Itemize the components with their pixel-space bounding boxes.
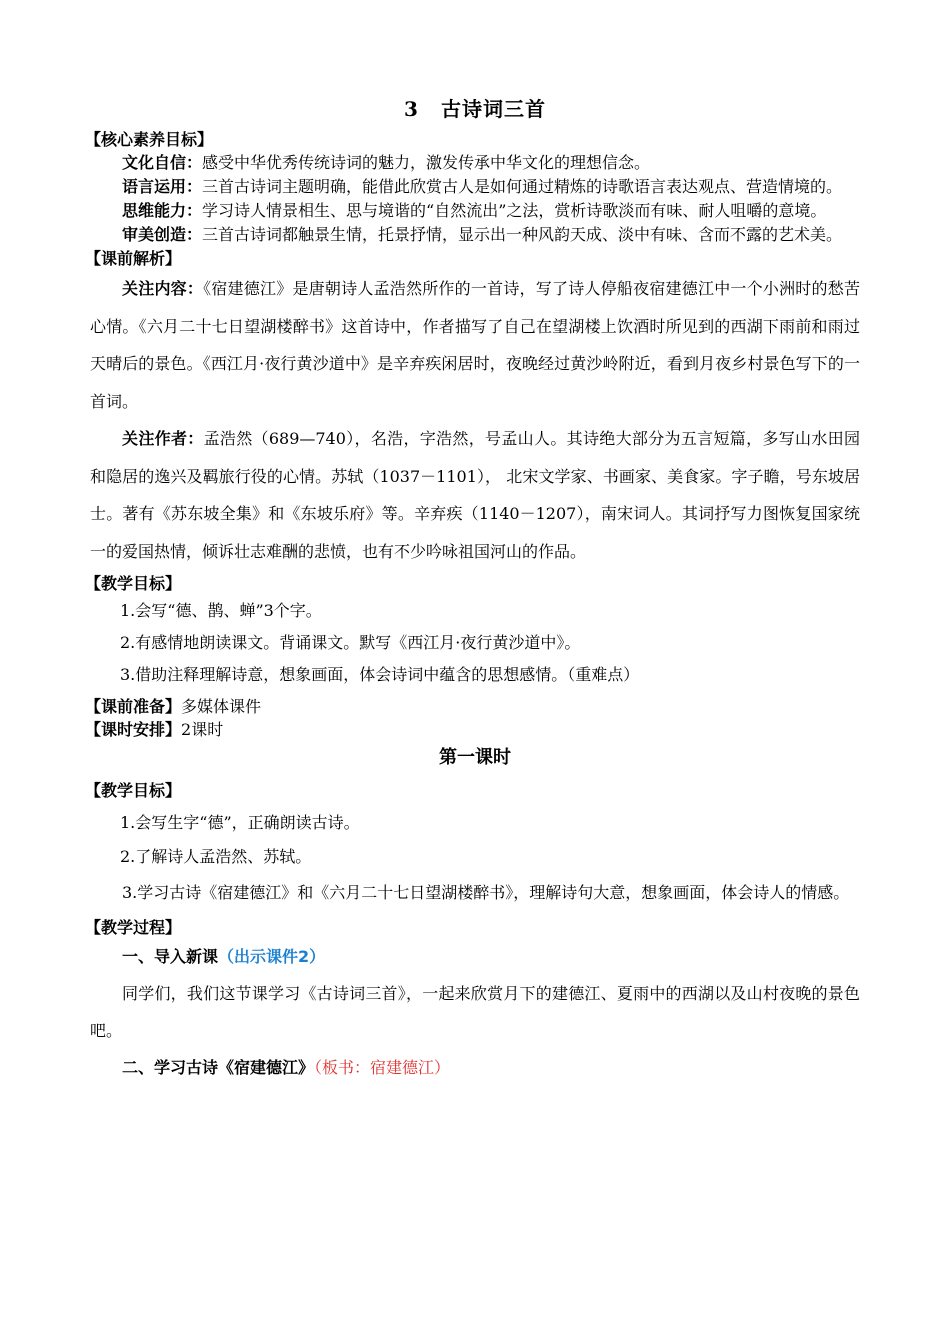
courseware-note: （出示课件2）	[218, 946, 326, 966]
core-goal-item: 思维能力：学习诗人情景相生、思与境谐的“自然流出”之法，赏析诗歌淡而有味、耐人咀嚼的意境。	[122, 201, 827, 220]
teaching-goal-item: 3.借助注释理解诗意，想象画面，体会诗词中蕴含的思想感情。（重难点）	[120, 665, 640, 684]
board-note: （板书：宿建德江）	[314, 1057, 451, 1077]
schedule-line: 【课时安排】2课时	[85, 720, 224, 739]
prep-line: 【课前准备】多媒体课件	[85, 697, 262, 716]
core-goal-item: 语言运用：三首古诗词主题明确，能借此欣赏古人是如何通过精炼的诗歌语言表达观点、营造情境的。	[122, 177, 843, 196]
teaching-goal-item: 2.有感情地朗读课文。背诵课文。默写《西江月·夜行黄沙道中》。	[120, 633, 581, 652]
lesson1-title: 第一课时	[439, 747, 511, 768]
core-goals-heading: 【核心素养目标】	[85, 130, 214, 149]
lesson1-goal-item: 3.学习古诗《宿建德江》和《六月二十七日望湖楼醉书》，理解诗句大意，想象画面，体会诗人的情感。	[122, 883, 850, 902]
focus-content-paragraph: 关注内容：《宿建德江》是唐朝诗人孟浩然所作的一首诗，写了诗人停船夜宿建德江中一个小洲时的愁苦心情。《六月二十七日望湖楼醉书》这首诗中，作者描写了自己在望湖楼上饮酒时所见到的西湖下雨前和雨过天晴后的景色。《西江月·夜行黄沙道中》是辛弃疾闲居时，夜晚经过黄沙岭附近，看到月夜乡村景色写下的一首词。	[90, 279, 860, 411]
core-goal-item: 文化自信：感受中华优秀传统诗词的魅力，激发传承中华文化的理想信念。	[122, 153, 651, 172]
step1-paragraph: 同学们，我们这节课学习《古诗词三首》，一起来欣赏月下的建德江、夏雨中的西湖以及山村夜晚的景色吧。	[90, 983, 860, 1040]
lesson1-goal-item: 2.了解诗人孟浩然、苏轼。	[120, 847, 312, 866]
focus-author-paragraph: 关注作者：孟浩然（689—740），名浩，字浩然，号孟山人。其诗绝大部分为五言短篇，多写山水田园和隐居的逸兴及羁旅行役的心情。苏轼（1037－1101）， 北宋文学家、书画家、美食家。字子瞻，号东坡居士。著有《苏东坡全集》和《东坡乐府》等。辛弃疾（1140－1207），南宋词人。其词抒写力图恢复国家统一的爱国热情，倾诉壮志难酬的悲愤，也有不少吟咏祖国河山的作品。	[90, 429, 860, 561]
step2-heading: 二、学习古诗《宿建德江》（板书：宿建德江）	[122, 1057, 451, 1077]
document-page	[85, 94, 860, 1086]
teaching-goals-heading: 【教学目标】	[85, 574, 182, 593]
page-title	[90, 94, 860, 124]
process-heading: 【教学过程】	[85, 917, 182, 937]
lesson1-goals-heading: 【教学目标】	[85, 781, 182, 800]
core-goal-item: 审美创造：三首古诗词都触景生情，托景抒情，显示出一种风韵天成、淡中有味、含而不露的艺术美。	[122, 225, 843, 244]
lesson-name: 古诗词三首	[440, 97, 546, 121]
step1-heading: 一、导入新课（出示课件2）	[122, 946, 326, 966]
lesson-number: 3	[404, 97, 419, 121]
pre-analysis-heading: 【课前解析】	[85, 249, 182, 268]
lesson1-goal-item: 1.会写生字“德”，正确朗读古诗。	[120, 813, 360, 832]
teaching-goal-item: 1.会写“德、鹊、蝉”3个字。	[120, 601, 322, 620]
